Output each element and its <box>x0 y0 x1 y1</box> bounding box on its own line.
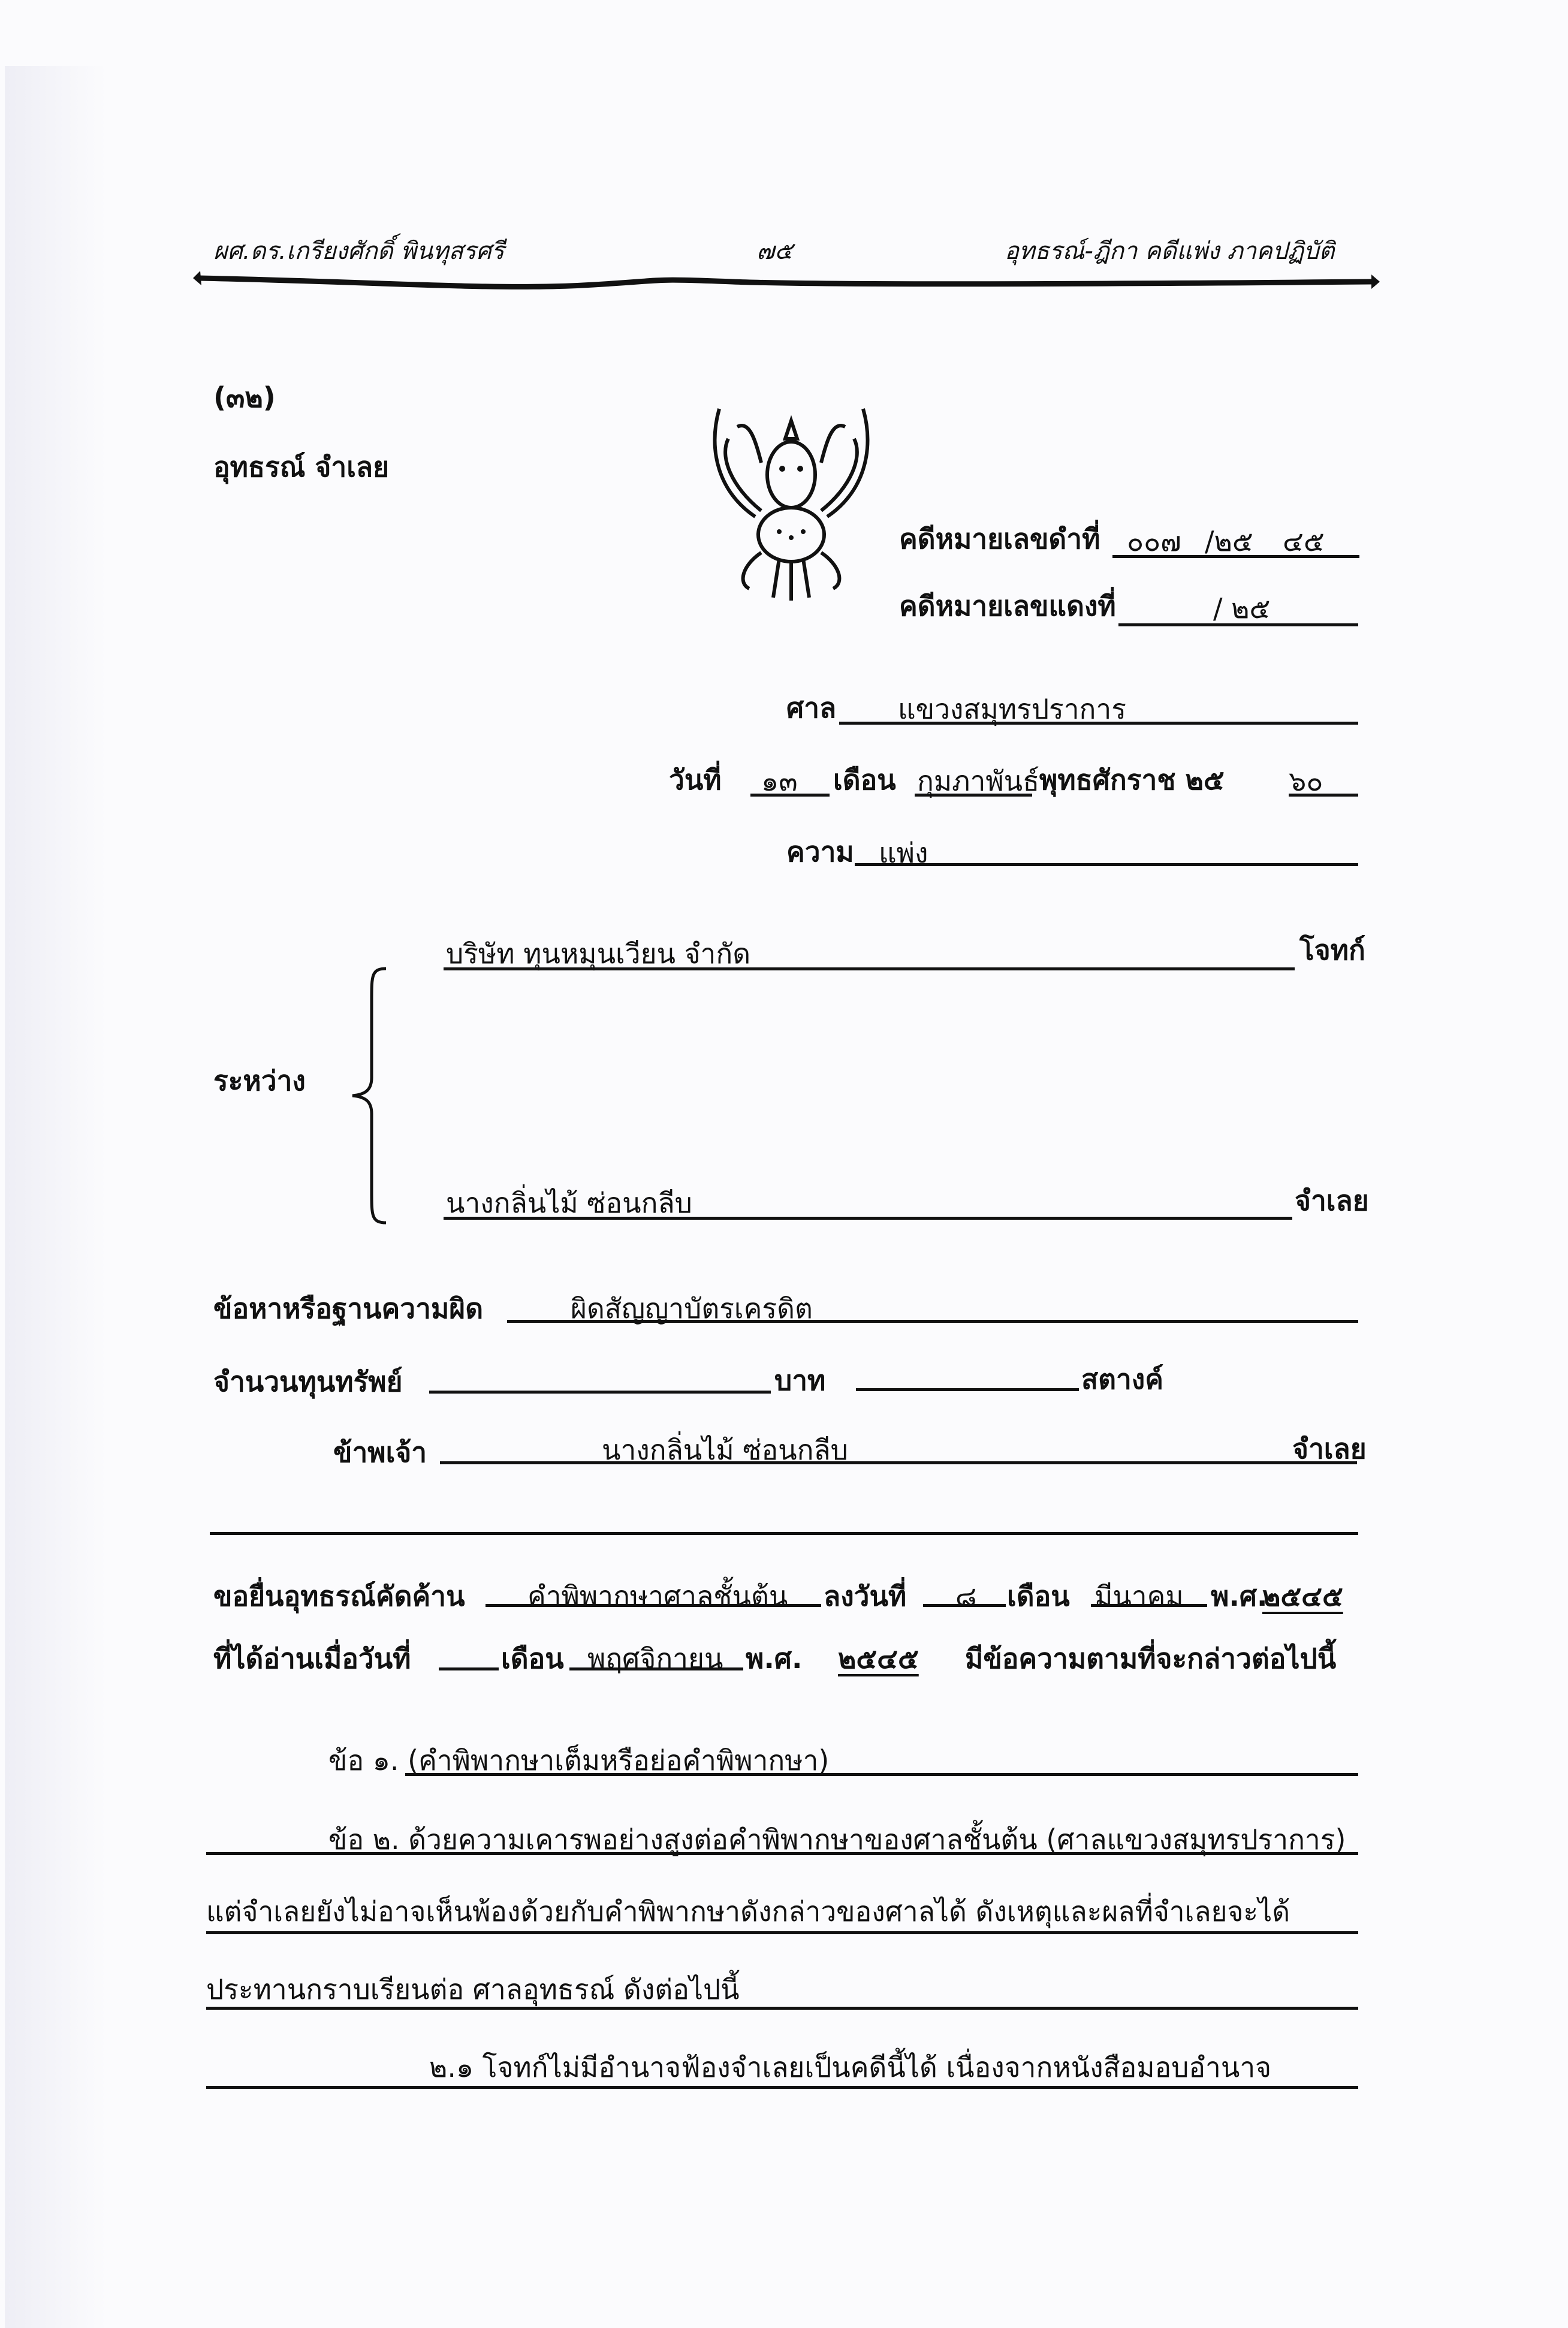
baht-label: บาท <box>774 1364 826 1397</box>
appeal-year-label: พ.ศ. <box>1211 1580 1268 1612</box>
date-month-label: เดือน <box>833 764 896 796</box>
header-author: ผศ.ดร.เกรียงศักดิ์ พินทุสรศรี <box>213 237 505 265</box>
form-number: (๓๒) <box>213 381 276 414</box>
diamond-left-icon <box>193 271 201 285</box>
capital-underline[interactable] <box>429 1391 771 1394</box>
date-month[interactable]: กุมภาพันธ์ <box>917 765 1040 797</box>
item-2-line-1-underline <box>206 1852 1358 1855</box>
read-date-label: ที่ได้อ่านเมื่อวันที่ <box>213 1642 411 1675</box>
satang-label: สตางค์ <box>1081 1363 1164 1395</box>
black-case-number[interactable]: ๐๐๗ <box>1127 525 1181 557</box>
black-case-label: คดีหมายเลขดำที่ <box>899 523 1100 555</box>
item-2-1-line-1: ๒.๑ โจทก์ไม่มีอำนาจฟ้องจำเลยเป็นคดีนี้ได้ เนื่องจากหนังสือมอบอำนาจ <box>429 2051 1272 2083</box>
appeal-year[interactable]: ๒๕๔๕ <box>1262 1580 1343 1612</box>
declarant-label: ข้าพเจ้า <box>333 1436 427 1468</box>
appeal-month[interactable]: มีนาคม <box>1094 1580 1184 1612</box>
appeal-against-label: ขอยื่นอุทธรณ์คัดค้าน <box>213 1580 465 1612</box>
item-1-underline <box>405 1773 1358 1776</box>
appeal-dated-label: ลงวันที่ <box>824 1580 907 1612</box>
plaintiff-underline <box>444 967 1295 970</box>
case-type-label: ความ <box>786 836 854 868</box>
diamond-right-icon <box>1371 275 1380 289</box>
declarant-role: จำเลย <box>1292 1433 1367 1465</box>
charge-label: ข้อหาหรือฐานความผิด <box>213 1292 484 1325</box>
era-label: พุทธศักราช ๒๕ <box>1039 764 1225 796</box>
appeal-subject[interactable]: คำพิพากษาศาลชั้นต้น <box>527 1580 788 1612</box>
black-case-year-prefix: /๒๕ <box>1205 525 1253 557</box>
red-case-year-prefix: / ๒๕ <box>1213 592 1271 625</box>
defendant-role: จำเลย <box>1295 1184 1369 1217</box>
defendant-underline <box>444 1217 1292 1220</box>
capital-label: จำนวนทุนทรัพย์ <box>213 1365 403 1398</box>
read-month[interactable]: พฤศจิกายน <box>587 1642 723 1675</box>
declarant-name[interactable]: นางกลิ่นไม้ ซ่อนกลีบ <box>602 1434 848 1466</box>
blank-line[interactable] <box>210 1532 1358 1535</box>
item-2-line-3-underline <box>206 2007 1358 2010</box>
read-year[interactable]: ๒๕๔๕ <box>838 1642 919 1675</box>
header-book-title: อุทธรณ์-ฎีกา คดีแพ่ง ภาคปฏิบัติ <box>1005 237 1335 265</box>
scan-page-edge-shadow <box>5 66 107 2328</box>
date-year-suffix[interactable]: ๖๐ <box>1289 765 1323 797</box>
garuda-emblem-icon <box>695 403 887 601</box>
plaintiff-name[interactable]: บริษัท ทุนหมุนเวียน จำกัด <box>446 937 751 970</box>
case-type-underline <box>855 863 1358 866</box>
header-page-number: ๗๕ <box>756 237 793 265</box>
curly-brace-icon <box>348 964 390 1228</box>
case-type-value[interactable]: แพ่ง <box>879 837 928 869</box>
declarant-underline <box>440 1461 1357 1464</box>
item-2-line-1: ข้อ ๒. ด้วยความเคารพอย่างสูงต่อคำพิพากษาของศาลชั้นต้น (ศาลแขวงสมุทรปราการ) <box>328 1823 1346 1856</box>
header-ornamental-rule <box>193 269 1380 292</box>
appeal-month-label: เดือน <box>1007 1580 1070 1612</box>
red-case-label: คดีหมายเลขแดงที่ <box>899 590 1116 622</box>
read-date-tail: มีข้อความตามที่จะกล่าวต่อไปนี้ <box>965 1642 1337 1675</box>
plaintiff-role: โจทก์ <box>1299 934 1365 966</box>
satang-underline[interactable] <box>856 1388 1079 1391</box>
item-2-line-3: ประทานกราบเรียนต่อ ศาลอุทธรณ์ ดังต่อไปนี้ <box>206 1973 740 2006</box>
form-title: อุทธรณ์ จำเลย <box>213 451 390 483</box>
item-2-line-2: แต่จำเลยยังไม่อาจเห็นพ้องด้วยกับคำพิพากษาดังกล่าวของศาลได้ ดังเหตุและผลที่จำเลยจะได้ <box>206 1895 1290 1928</box>
date-label: วันที่ <box>669 764 722 796</box>
item-1-text: ข้อ ๑. (คำพิพากษาเต็มหรือย่อคำพิพากษา) <box>328 1744 830 1777</box>
item-2-line-2-underline <box>206 1931 1358 1934</box>
read-month-label: เดือน <box>501 1642 564 1675</box>
charge-value[interactable]: ผิดสัญญาบัตรเครดิต <box>571 1292 813 1325</box>
defendant-name[interactable]: นางกลิ่นไม้ ซ่อนกลีบ <box>446 1187 692 1219</box>
date-day[interactable]: ๑๓ <box>761 765 798 797</box>
item-2-1-line-1-underline <box>206 2086 1358 2089</box>
between-label: ระหว่าง <box>213 1065 306 1097</box>
read-year-label: พ.ศ. <box>746 1642 803 1675</box>
black-case-year-suffix[interactable]: ๔๕ <box>1283 525 1325 557</box>
appeal-day[interactable]: ๘ <box>955 1580 977 1612</box>
court-label: ศาล <box>786 692 837 724</box>
court-value[interactable]: แขวงสมุทรปราการ <box>898 693 1126 725</box>
read-day-underline[interactable] <box>439 1667 499 1670</box>
